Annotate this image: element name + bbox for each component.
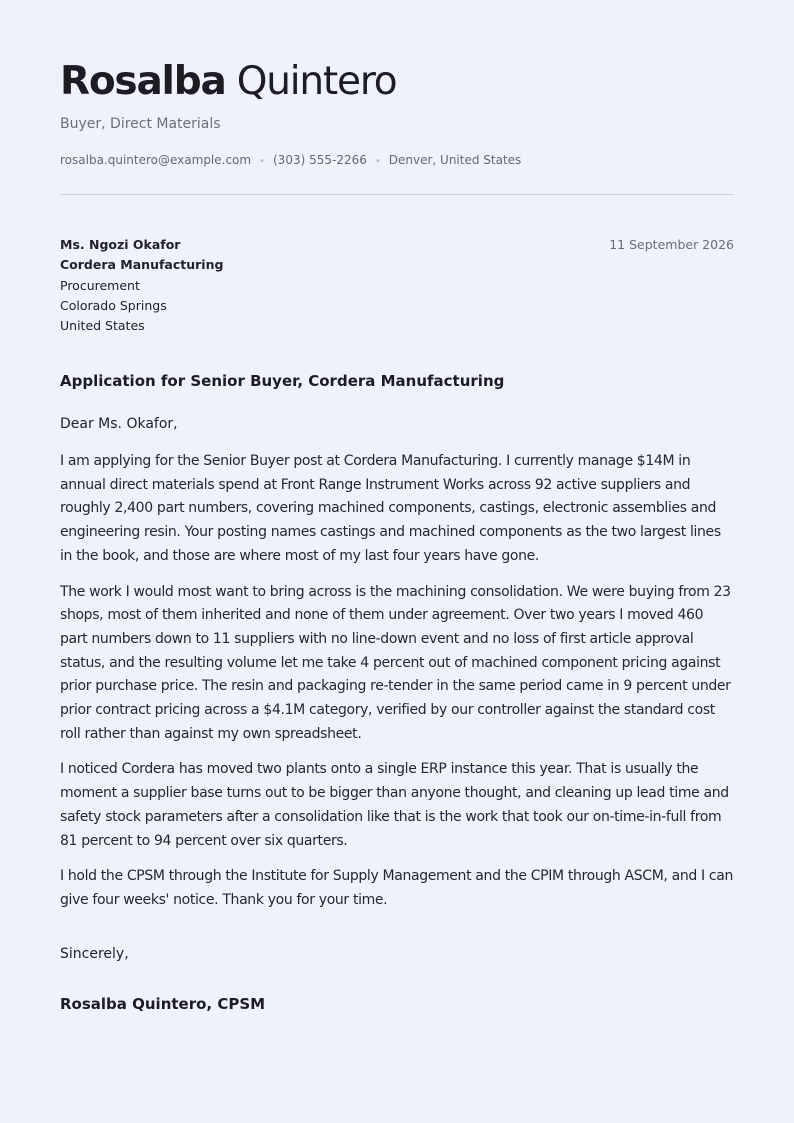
applicant-last-name: Quintero: [236, 59, 397, 104]
recipient-city: Colorado Springs: [60, 297, 167, 313]
letter-closing: Sincerely,: [60, 946, 129, 962]
applicant-role: Buyer, Direct Materials: [60, 116, 221, 132]
letter-date: 11 September 2026: [609, 237, 734, 252]
contact-phone: (303) 555-2266: [273, 153, 367, 167]
letter-signature: Rosalba Quintero, CPSM: [60, 995, 266, 1013]
contact-separator: •: [259, 156, 265, 167]
recipient-block: [60, 235, 223, 336]
letter-subject: Application for Senior Buyer, Cordera Manufacturing: [60, 372, 505, 390]
body-paragraph: I noticed Cordera has moved two plants onto a single ERP instance this year. That is usually the moment a supplier base turns out to be bigger than anyone thought, and cleaning up lead time and safety stock parameters after a consolidation like that is the work that took our on-time-in-full from 81 percent to 94 percent over six quarters.: [60, 761, 729, 849]
recipient-department: Procurement: [60, 277, 140, 293]
recipient-company: Cordera Manufacturing: [60, 257, 224, 273]
contact-line: [60, 152, 521, 170]
letter-greeting: Dear Ms. Okafor,: [60, 416, 178, 432]
body-paragraph: The work I would most want to bring across is the machining consolidation. We were buying from 23 shops, most of them inherited and none of them under agreement. Over two years I moved 460 part numbers down to 11 suppliers with no line-down event and no loss of first article approval status, and the resulting volume let me take 4 percent out of machined component pricing against prior purchase price. The resin and packaging re-tender in the same period came in 9 percent under prior contract pricing across a $4.1M category, verified by our controller against the standard cost roll rather than against my own spreadsheet.: [60, 583, 731, 742]
applicant-first-name: Rosalba: [60, 59, 226, 104]
body-paragraph: I hold the CPSM through the Institute for Supply Management and the CPIM through ASCM, and I can give four weeks' notice. Thank you for your time.: [60, 868, 733, 908]
contact-separator: •: [374, 156, 381, 167]
recipient-country: United States: [60, 318, 145, 334]
contact-email: rosalba.quintero@example.com: [60, 153, 252, 167]
recipient-name: Ms. Ngozi Okafor: [60, 237, 181, 252]
contact-location: Denver, United States: [388, 153, 522, 167]
letter-body: [60, 450, 734, 925]
header-divider: [60, 194, 734, 195]
body-paragraph: I am applying for the Senior Buyer post at Cordera Manufacturing. I currently manage $14M in annual direct materials spend at Front Range Instrument Works across 92 active suppliers and roughly 2,400 part numbers, covering machined components, castings, electronic assemblies and engineering resin. Your posting names castings and machined components as the two largest lines in the book, and those are where most of my last four years have gone.: [60, 453, 721, 564]
applicant-name: [60, 58, 396, 106]
